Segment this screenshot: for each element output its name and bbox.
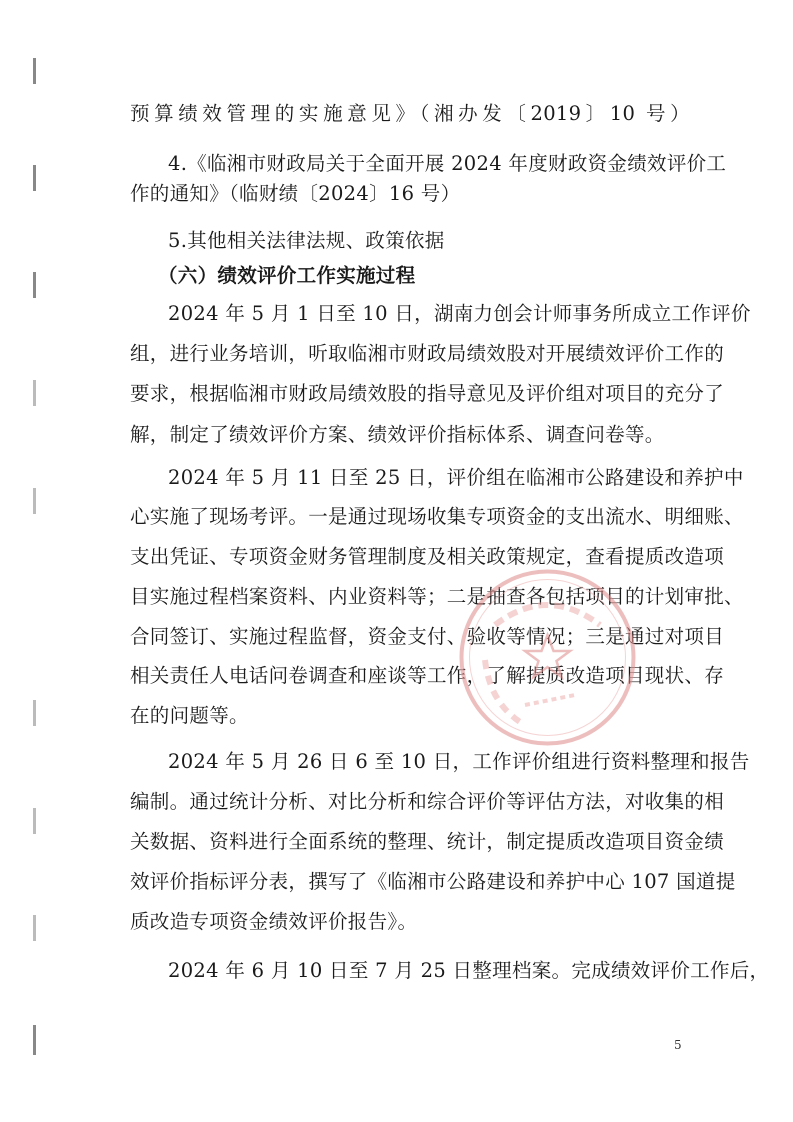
paragraph-line: 在的问题等。 xyxy=(130,704,249,727)
paragraph-line: 支出凭证、专项资金财务管理制度及相关政策规定，查看提质改造项 xyxy=(130,545,725,568)
paragraph-line: 合同签订、实施过程监督，资金支付、验收等情况；三是通过对项目 xyxy=(130,625,725,648)
paragraph-line: 解，制定了绩效评价方案、绩效评价指标体系、调查问卷等。 xyxy=(130,423,665,446)
paragraph-line: 质改造专项资金绩效评价报告》。 xyxy=(130,910,418,933)
paragraph-line: 要求，根据临湘市财政局绩效股的指导意见及评价组对项目的充分了 xyxy=(130,382,725,405)
paragraph-line: 效评价指标评分表，撰写了《临湘市公路建设和养护中心 107 国道提 xyxy=(130,870,736,893)
paragraph-line: 组，进行业务培训，听取临湘市财政局绩效股对开展绩效评价工作的 xyxy=(130,342,725,365)
binding-mark xyxy=(33,808,36,834)
paragraph-line: 编制。通过统计分析、对比分析和综合评价等评估方法，对收集的相 xyxy=(130,790,725,813)
list-item-5: 5.其他相关法律法规、政策依据 xyxy=(168,229,445,252)
binding-mark xyxy=(33,1025,36,1055)
section-heading: （六）绩效评价工作实施过程 xyxy=(158,264,416,287)
paragraph-line: 2024 年 5 月 1 日至 10 日，湖南力创会计师事务所成立工作评价 xyxy=(168,302,751,325)
paragraph-line: 2024 年 5 月 26 日 6 至 10 日，工作评价组进行资料整理和报告 xyxy=(168,750,750,773)
binding-mark xyxy=(33,272,36,298)
paragraph-line: 2024 年 5 月 11 日至 25 日，评价组在临湘市公路建设和养护中 xyxy=(168,466,744,489)
binding-mark xyxy=(33,488,36,514)
binding-mark xyxy=(33,915,36,941)
binding-mark xyxy=(33,58,36,84)
list-item-4: 4.《临湘市财政局关于全面开展 2024 年度财政资金绩效评价工 xyxy=(168,152,727,175)
text-line: 预算绩效管理的实施意见》（湘办发〔2019〕10 号） xyxy=(130,102,690,125)
paragraph-line: 关数据、资料进行全面系统的整理、统计，制定提质改造项目资金绩 xyxy=(130,830,725,853)
binding-mark xyxy=(33,700,36,726)
paragraph-line: 目实施过程档案资料、内业资料等；二是抽查各包括项目的计划审批、 xyxy=(130,585,744,608)
paragraph-line: 2024 年 6 月 10 日至 7 月 25 日整理档案。完成绩效评价工作后， xyxy=(168,959,770,982)
binding-mark xyxy=(33,380,36,406)
binding-mark xyxy=(33,165,36,191)
page-number: 5 xyxy=(674,1038,682,1052)
text-line: 作的通知》（临财绩〔2024〕16 号） xyxy=(130,182,461,205)
paragraph-line: 心实施了现场考评。一是通过现场收集专项资金的支出流水、明细账、 xyxy=(130,505,744,528)
paragraph-line: 相关责任人电话问卷调查和座谈等工作，了解提质改造项目现状、存 xyxy=(130,664,725,687)
